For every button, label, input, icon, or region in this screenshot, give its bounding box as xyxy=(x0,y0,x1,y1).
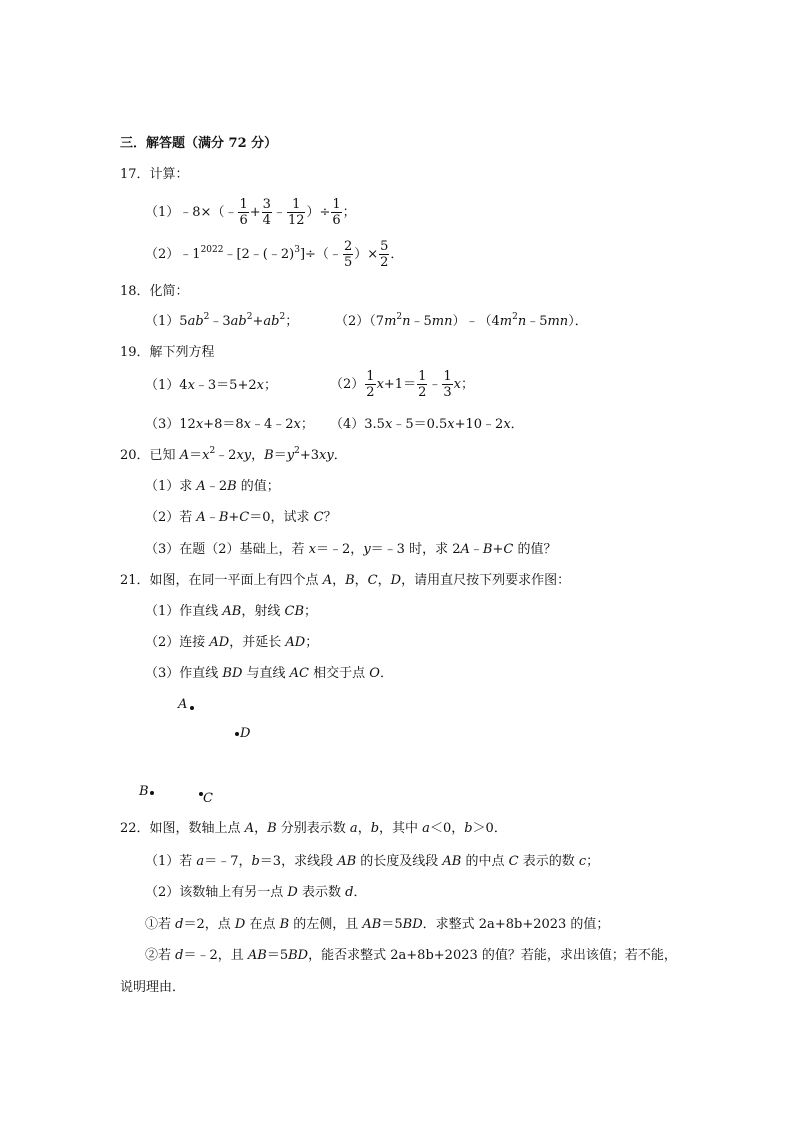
q22-sub2-continued: 说明理由． xyxy=(120,980,186,995)
fraction: $\frac{1}{2}$ xyxy=(366,369,375,400)
q21-part3: （3）作直线 BD 与直线 AC 相交于点 O． xyxy=(145,666,393,681)
q20-part2: （2）若 A﹣B+C＝0，试求 C？ xyxy=(145,510,337,525)
q18-part2: $(2)(7m^2n﹣5mn)﹣(4m^2n﹣5mn)$． xyxy=(335,312,588,329)
fraction: $\frac{2}{5}$ xyxy=(343,239,353,270)
point-b-dot xyxy=(150,791,154,795)
point-c-label: C xyxy=(203,791,213,806)
fraction: $\frac{1}{2}$ xyxy=(418,369,427,400)
q19-part3: （3）12x+8＝8x﹣4﹣2x； xyxy=(145,417,314,432)
q19-part4: （4）3.5x﹣5＝0.5x+10﹣2x． xyxy=(330,417,524,432)
section-title: 三．解答题（满分 72 分） xyxy=(120,136,278,151)
q22-part2: （2）该数轴上有另一点 D 表示数 d． xyxy=(145,885,367,900)
q20-part3: （3）在题（2）基础上，若 x＝﹣2，y＝﹣3 时，求 2A﹣B+C 的值？ xyxy=(145,542,557,557)
point-a-label: A xyxy=(178,697,188,712)
q17-part1: （1）﹣8×（﹣ $\frac{1}{6}$ + $\frac{3}{4}$ ﹣ $\frac{1}{12}$ ）÷ $\frac{1}{6}$ ； xyxy=(145,197,356,228)
fraction: $\frac{1}{6}$ xyxy=(332,197,341,228)
point-a-dot xyxy=(190,706,194,710)
q20-part1: （1）求 A﹣2B 的值； xyxy=(145,479,280,494)
fraction: $\frac{1}{6}$ xyxy=(239,197,248,228)
q17-part2: $(2)﹣1^{2022}﹣[2﹣(﹣2)^3]\div(﹣$ $\frac{2}{5}$ ）× $\frac{5}{2}$ ． xyxy=(145,239,404,270)
q21-intro: 21．如图，在同一平面上有四个点 A，B，C，D，请用直尺按下列要求作图： xyxy=(120,573,571,588)
q18-title: 18．化简： xyxy=(120,284,189,299)
q17-title xyxy=(120,166,189,184)
q21-part2: （2）连接 AD，并延长 AD； xyxy=(145,635,319,650)
q22-sub1: ①若 d＝2，点 D 在点 B 的左侧，且 AB＝5BD．求整式 2a+8b+2023 的值； xyxy=(145,917,610,932)
q21-part1: （1）作直线 AB，射线 CB； xyxy=(145,604,318,619)
q22-part1: （1）若 a＝﹣7，b＝3，求线段 AB 的长度及线段 AB 的中点 C 表示的数 c； xyxy=(145,854,600,869)
q20-intro: 20．已知 $A=x^2﹣2xy$，$B=y^2+3xy$． xyxy=(120,446,347,463)
point-d-dot xyxy=(235,732,239,736)
point-b-label: B xyxy=(139,784,149,799)
q22-intro: 22．如图，数轴上点 A，B 分别表示数 a，b，其中 a＜0，b＞0． xyxy=(120,821,507,836)
q19-part2: （2） $\frac{1}{2}$ x+1＝ $\frac{1}{2}$ ﹣ $\frac{1}{3}$ x； xyxy=(330,369,475,400)
fraction: $\frac{1}{12}$ xyxy=(287,197,305,228)
q18-part1: $(1)5ab^2﹣3ab^2+ab^2$； xyxy=(145,312,299,329)
fraction: $\frac{1}{3}$ xyxy=(443,369,452,400)
q19-part1: （1）4x﹣3＝5+2x； xyxy=(145,378,277,393)
fraction: $\frac{3}{4}$ xyxy=(262,197,271,228)
q19-title: 19．解下列方程 xyxy=(120,345,215,360)
point-d-label: D xyxy=(240,726,251,741)
q17-text: 计算： xyxy=(149,167,189,182)
q22-sub2: ②若 d＝﹣2，且 AB＝5BD，能否求整式 2a+8b+2023 的值？若能，求出该值；若不能， xyxy=(145,948,677,963)
fraction: $\frac{5}{2}$ xyxy=(380,239,389,270)
q17-number: 17． xyxy=(120,167,150,182)
